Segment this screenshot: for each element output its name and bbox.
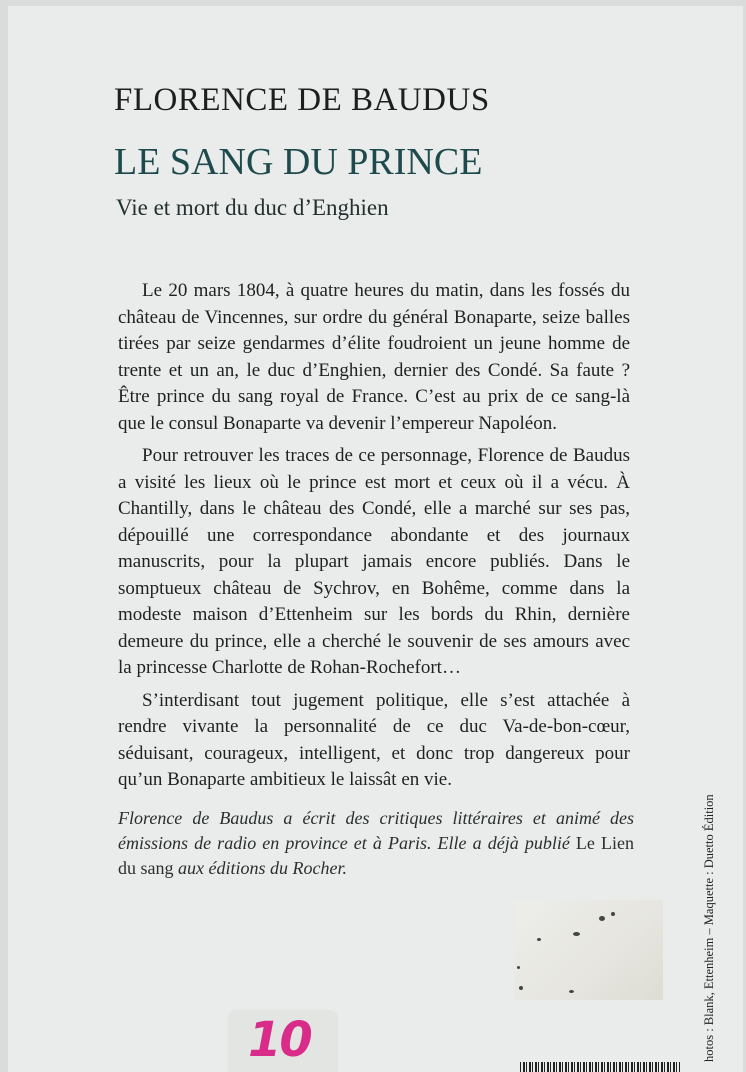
barcode: [520, 1062, 680, 1072]
blurb: [118, 278, 630, 800]
blurb-paragraph-2: Pour retrouver les traces de ce personnage, Florence de Baudus a visité les lieux où le prince est mort et ceux où il a vécu. À Chantilly, dans le château des Condé, elle a marché sur ses pas, dépouillé une correspondance abondante et des journaux manuscrits, pour la plupart jamais encore publiés. Dans le somptueux château de Sychrov, en Bohême, comme dans la modeste maison d’Ettenheim sur les bords du Rhin, dernière demeure du prince, elle a cherché le souvenir de ses amours avec la princesse Charlotte de Rohan-Rochefort…: [118, 445, 630, 678]
photo-credits: hotos : Blank, Ettenheim – Maquette : Duetto Édition: [702, 794, 716, 1062]
bio-text-1: Florence de Baudus a écrit des critiques littéraires et animé des émissions de radio en province et à Paris. Elle a déjà publié: [118, 808, 634, 853]
author-bio: [118, 806, 634, 881]
blurb-paragraph-1: Le 20 mars 1804, à quatre heures du matin, dans les fossés du château de Vincennes, sur ordre du général Bonaparte, seize balles tirées par seize gendarmes d’élite foudroient un jeune homme de trente et un an, le duc d’Enghien, dernier des Condé. Sa faute ? Être prince du sang royal de France. C’est au prix de ce sang-là que le consul Bonaparte va devenir l’empereur Napoléon.: [118, 280, 630, 434]
bio-text-2: aux éditions du Rocher.: [173, 858, 347, 878]
book-subtitle: Vie et mort du duc d’Enghien: [116, 195, 389, 220]
blurb-paragraph-3: S’interdisant tout jugement politique, elle s’est attachée à rendre vivante la personnalité de ce duc Va-de-bon-cœur, séduisant, courageux, intelligent, et donc trop dangereux pour qu’un Bonaparte ambitieux le laissât en vie.: [118, 689, 630, 790]
sticker-residue: [515, 900, 663, 1000]
book-title: LE SANG DU PRINCE: [114, 141, 483, 183]
sticker-number: 10: [248, 1012, 311, 1068]
bio-book-title: Le Lien du sang: [118, 833, 634, 878]
author-name: FLORENCE DE BAUDUS: [114, 82, 490, 118]
